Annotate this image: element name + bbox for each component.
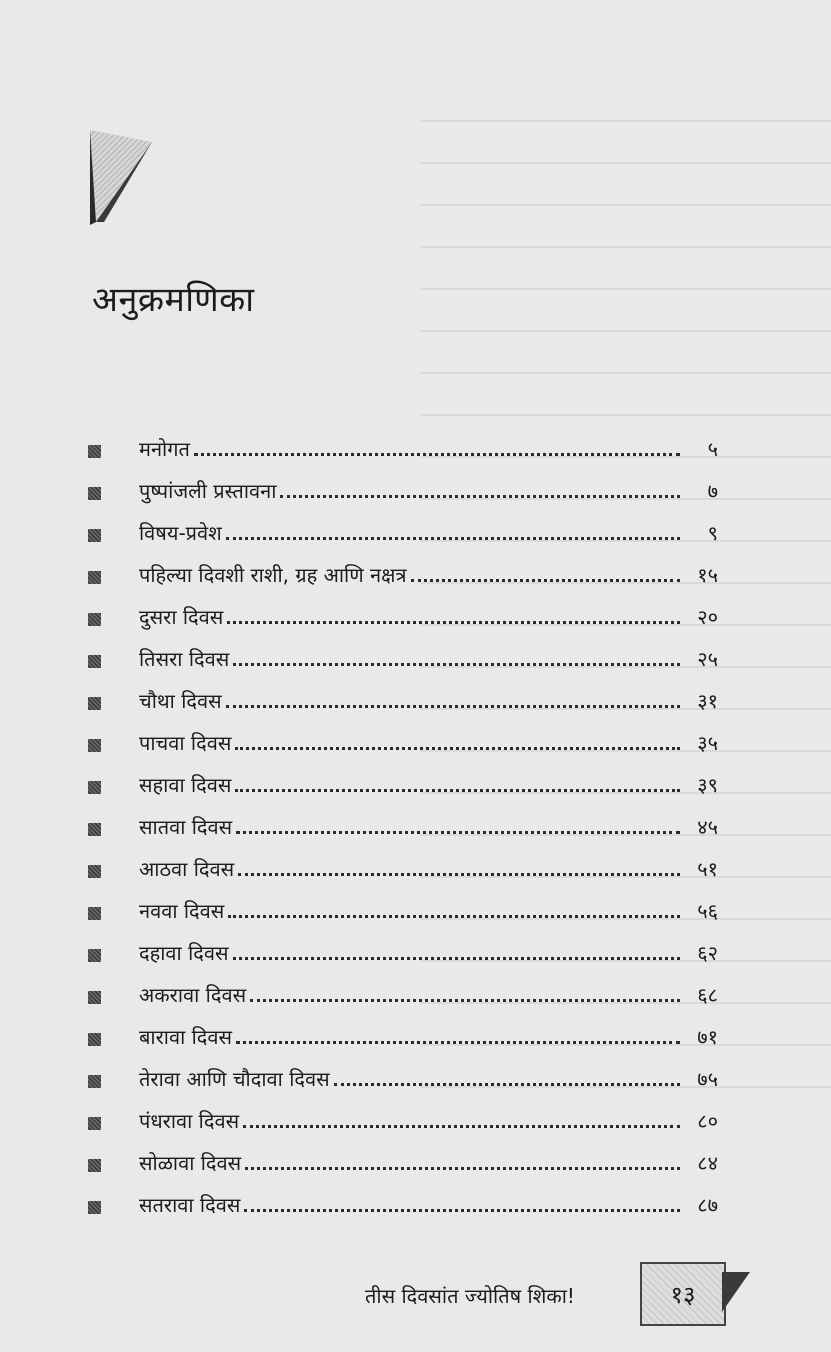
toc-entry-title: विषय-प्रवेश (139, 521, 222, 545)
dot-leader (250, 998, 680, 1002)
toc-entry (88, 420, 718, 462)
dot-leader (245, 1166, 680, 1170)
toc-entry-page: ७ (707, 479, 718, 503)
dot-leader (244, 1208, 680, 1212)
toc-entry-title: नववा दिवस (139, 899, 225, 923)
toc-entry-page: ६२ (697, 941, 718, 965)
square-bullet-icon (88, 739, 101, 752)
toc-entry (88, 1176, 718, 1218)
toc-entry (88, 504, 718, 546)
square-bullet-icon (88, 571, 101, 584)
square-bullet-icon (88, 1117, 101, 1130)
dot-leader (228, 914, 680, 918)
toc-heading: अनुक्रमणिका (92, 280, 255, 320)
toc-entry (88, 882, 718, 924)
toc-entry-title: सातवा दिवस (139, 815, 233, 839)
toc-entry (88, 1134, 718, 1176)
toc-entry-page: ७१ (697, 1025, 718, 1049)
toc-entry (88, 798, 718, 840)
corner-triangle-ornament (90, 130, 160, 225)
square-bullet-icon (88, 613, 101, 626)
toc-entry-page: १५ (697, 563, 718, 587)
toc-list (88, 420, 718, 1218)
dot-leader (233, 956, 680, 960)
toc-entry-page: २० (697, 605, 718, 629)
toc-entry-title: पुष्पांजली प्रस्तावना (139, 479, 277, 503)
toc-entry-title: दहावा दिवस (139, 941, 229, 965)
square-bullet-icon (88, 655, 101, 668)
toc-entry-title: तिसरा दिवस (139, 647, 230, 671)
toc-entry (88, 630, 718, 672)
toc-entry (88, 966, 718, 1008)
square-bullet-icon (88, 865, 101, 878)
toc-entry-title: पहिल्या दिवशी राशी, ग्रह आणि नक्षत्र (139, 563, 407, 587)
toc-entry-title: चौथा दिवस (139, 689, 222, 713)
square-bullet-icon (88, 529, 101, 542)
toc-entry-page: ७५ (697, 1067, 718, 1091)
toc-entry-page: ९ (707, 521, 718, 545)
toc-entry-page: ८४ (697, 1151, 718, 1175)
toc-entry-page: ८० (697, 1109, 718, 1133)
toc-entry-title: मनोगत (139, 437, 190, 461)
dot-leader (235, 788, 680, 792)
toc-entry-page: ६८ (697, 983, 718, 1007)
dot-leader (238, 872, 680, 876)
toc-entry-title: दुसरा दिवस (139, 605, 224, 629)
toc-entry (88, 672, 718, 714)
toc-entry-page: ५१ (697, 857, 718, 881)
toc-entry-page: ३१ (697, 689, 718, 713)
dot-leader (236, 1040, 680, 1044)
toc-entry (88, 714, 718, 756)
toc-entry-page: ५६ (697, 899, 718, 923)
toc-entry (88, 756, 718, 798)
toc-entry (88, 588, 718, 630)
toc-entry-page: ३५ (697, 731, 718, 755)
dot-leader (243, 1124, 680, 1128)
square-bullet-icon (88, 1201, 101, 1214)
dot-leader (236, 830, 680, 834)
footer-book-title: तीस दिवसांत ज्योतिष शिका! (365, 1284, 575, 1308)
square-bullet-icon (88, 445, 101, 458)
toc-entry-page: ८७ (697, 1193, 718, 1217)
dot-leader (226, 704, 680, 708)
toc-entry (88, 840, 718, 882)
square-bullet-icon (88, 1075, 101, 1088)
toc-entry (88, 1008, 718, 1050)
square-bullet-icon (88, 1159, 101, 1172)
square-bullet-icon (88, 823, 101, 836)
dot-leader (233, 662, 680, 666)
toc-entry-title: सहावा दिवस (139, 773, 232, 797)
dot-leader (235, 746, 680, 750)
toc-entry-page: २५ (697, 647, 718, 671)
dot-leader (411, 578, 680, 582)
toc-entry-title: सोळावा दिवस (139, 1151, 242, 1175)
square-bullet-icon (88, 1033, 101, 1046)
square-bullet-icon (88, 991, 101, 1004)
square-bullet-icon (88, 697, 101, 710)
square-bullet-icon (88, 907, 101, 920)
toc-entry (88, 462, 718, 504)
toc-entry-title: पंधरावा दिवस (139, 1109, 240, 1133)
toc-entry-title: आठवा दिवस (139, 857, 235, 881)
toc-entry-title: तेरावा आणि चौदावा दिवस (139, 1067, 330, 1091)
toc-entry-title: बारावा दिवस (139, 1025, 233, 1049)
dot-leader (280, 494, 680, 498)
toc-entry (88, 924, 718, 966)
dot-leader (194, 452, 680, 456)
toc-entry (88, 546, 718, 588)
footer-arrow-ornament (722, 1272, 750, 1312)
dot-leader (227, 620, 680, 624)
toc-entry (88, 1050, 718, 1092)
square-bullet-icon (88, 949, 101, 962)
toc-entry-page: ५ (707, 437, 718, 461)
toc-entry-title: अकरावा दिवस (139, 983, 247, 1007)
toc-entry (88, 1092, 718, 1134)
toc-entry-page: ४५ (697, 815, 718, 839)
footer-page-number: १३ (670, 1280, 696, 1309)
toc-entry-title: सतरावा दिवस (139, 1193, 241, 1217)
footer-page-number-box (640, 1262, 726, 1326)
square-bullet-icon (88, 781, 101, 794)
toc-entry-title: पाचवा दिवस (139, 731, 232, 755)
dot-leader (334, 1082, 680, 1086)
dot-leader (226, 536, 680, 540)
square-bullet-icon (88, 487, 101, 500)
toc-entry-page: ३९ (697, 773, 718, 797)
